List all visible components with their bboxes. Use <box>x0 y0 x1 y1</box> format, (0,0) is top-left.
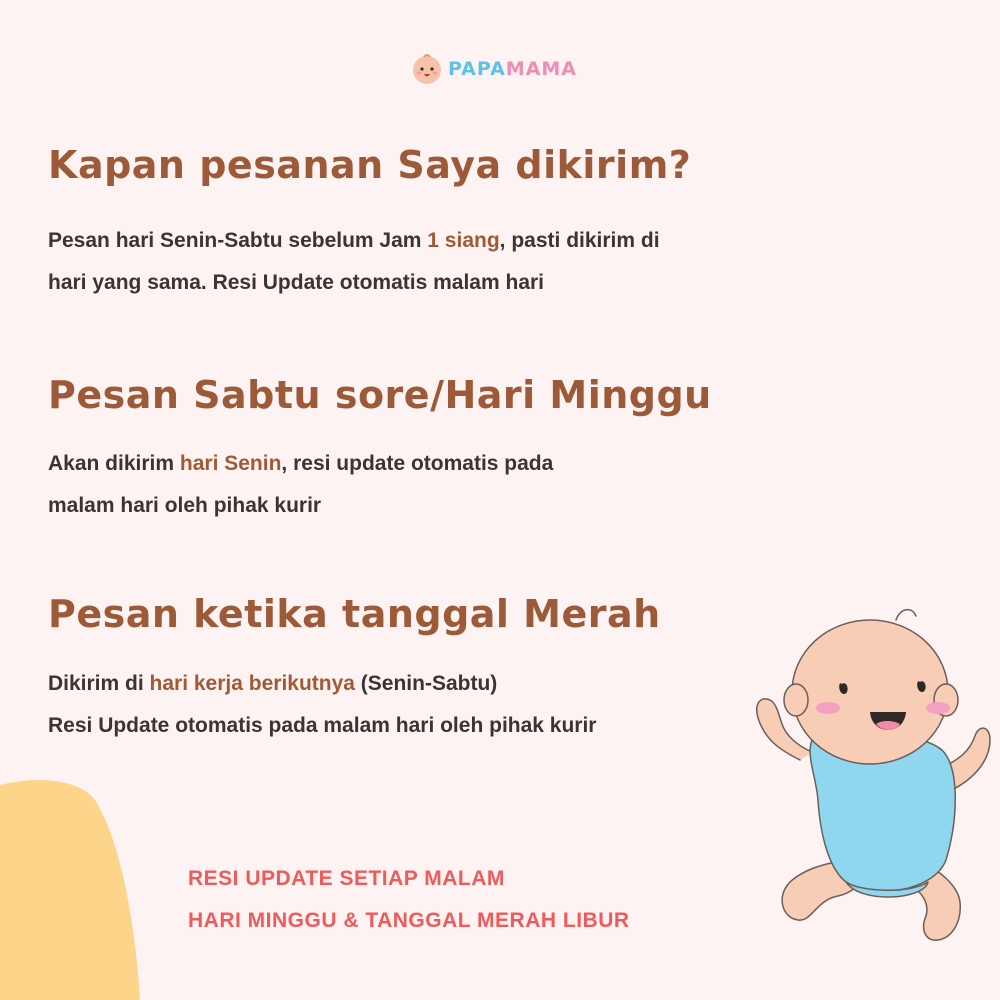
notice-line-1: RESI UPDATE SETIAP MALAM <box>188 867 505 890</box>
body-line: malam hari oleh pihak kurir <box>48 494 322 517</box>
section-heading-holiday-order: Pesan ketika tanggal Merah <box>48 592 661 636</box>
highlight-text: 1 siang <box>427 229 500 252</box>
section-body-weekend-order <box>48 443 553 527</box>
body-line: Resi Update otomatis pada malam hari oleh pihak kurir <box>48 714 597 737</box>
waving-baby-illustration <box>720 600 1000 1000</box>
body-line: hari yang sama. Resi Update otomatis malam hari <box>48 271 545 294</box>
body-line: Pesan hari Senin-Sabtu sebelum Jam 1 siang, pasti dikirim di <box>48 229 660 252</box>
baby-face-icon <box>410 52 444 86</box>
section-body-delivery-time <box>48 220 660 304</box>
brand-name-papa: PAPA <box>448 58 506 80</box>
brand-name-mama: MAMA <box>505 58 578 80</box>
brand-logo <box>410 52 577 86</box>
body-line: Dikirim di hari kerja berikutnya (Senin-Sabtu) <box>48 672 498 695</box>
section-body-holiday-order <box>48 663 596 747</box>
section-heading-delivery-time: Kapan pesanan Saya dikirim? <box>48 143 692 187</box>
section-heading-weekend-order: Pesan Sabtu sore/Hari Minggu <box>48 373 712 417</box>
highlight-text: hari Senin <box>179 452 282 475</box>
shipping-notice <box>188 858 630 942</box>
notice-line-2: HARI MINGGU & TANGGAL MERAH LIBUR <box>188 909 630 932</box>
body-line: Akan dikirim hari Senin, resi update otomatis pada <box>48 452 554 475</box>
highlight-text: hari kerja berikutnya <box>149 672 355 695</box>
